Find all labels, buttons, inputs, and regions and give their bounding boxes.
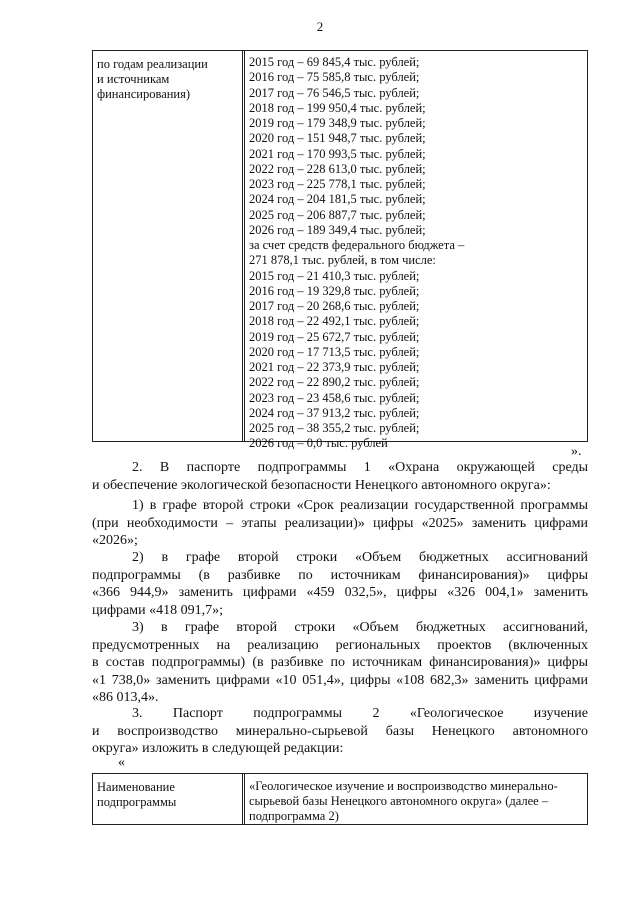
opening-quote: « [118,755,125,770]
value-line: 2016 год – 75 585,8 тыс. рублей; [249,70,420,85]
paragraph-line: 3. Паспорт подпрограммы 2 «Геологическое изучение [132,706,588,721]
paragraph-line: 1) в графе второй строки «Срок реализации государственной программы [132,498,588,513]
value-line: 271 878,1 тыс. рублей, в том числе: [249,253,436,268]
value-line: 2017 год – 76 546,5 тыс. рублей; [249,85,420,100]
paragraph-amendment-2 [92,459,588,494]
value-line: 2015 год – 69 845,4 тыс. рублей; [249,55,420,69]
label-line: финансирования) [97,87,191,101]
value-line: 2026 год – 0,0 тыс. рублей [249,436,388,451]
paragraph-line: 2) в графе второй строки «Объем бюджетных ассигнований [132,550,588,565]
value-line: 2019 год – 25 672,7 тыс. рублей; [249,329,420,344]
label-line: Наименование [97,780,175,794]
paragraph-line: 3) в графе второй строки «Объем бюджетных ассигнований, [132,620,588,635]
value-line: 2023 год – 23 458,6 тыс. рублей; [249,390,420,405]
value-line: 2016 год – 19 329,8 тыс. рублей; [249,283,420,298]
label-line: подпрограммы [97,795,177,809]
paragraph-line: округа» изложить в следующей редакции: [92,741,344,756]
value-line: 2023 год – 225 778,1 тыс. рублей; [249,177,426,191]
paragraph-item-1 [92,497,588,550]
value-line: 2018 год – 22 492,1 тыс. рублей; [249,314,420,329]
value-line: подпрограмма 2) [249,809,339,823]
value-line: за счет средств федерального бюджета – [249,238,465,252]
paragraph-line: «366 944,9» заменить цифрами «459 032,5», цифры «326 004,1» заменить [92,585,588,600]
value-line: 2022 год – 22 890,2 тыс. рублей; [249,375,420,390]
paragraph-line: (при необходимости – этапы реализации)» цифры «2025» заменить цифрами [92,515,588,531]
value-line: 2024 год – 37 913,2 тыс. рублей; [249,405,420,420]
value-line: 2019 год – 179 348,9 тыс. рублей; [249,116,426,130]
paragraph-item-2 [92,549,588,619]
paragraph-amendment-3 [92,705,588,758]
paragraph-line: цифрами «418 091,7»; [92,602,224,618]
funding-table [92,50,588,451]
subprogram-name-table [92,773,588,825]
value-line: 2025 год – 38 355,2 тыс. рублей; [249,421,420,435]
value-line: «Геологическое изучение и воспроизводство минерально- [249,779,558,793]
paragraph-line: «2026»; [92,533,138,548]
value-line: 2022 год – 228 613,0 тыс. рублей; [249,161,426,176]
value-line: 2020 год – 17 713,5 тыс. рублей; [249,344,420,359]
paragraph-line: предусмотренных на реализацию региональных проектов (включенных [92,637,588,653]
paragraph-line: «1 738,0» заменить цифрами «10 051,4», цифры «108 682,3» заменить цифрами [92,672,588,688]
value-line: 2017 год – 20 268,6 тыс. рублей; [249,299,420,313]
value-line: 2025 год – 206 887,7 тыс. рублей; [249,207,426,222]
paragraph-line: и обеспечение экологической безопасности Ненецкого автономного округа»: [92,477,551,493]
value-line: 2018 год – 199 950,4 тыс. рублей; [249,100,426,115]
funding-table-label [97,57,237,102]
value-line: 2021 год – 22 373,9 тыс. рублей; [249,360,420,374]
label-line: по годам реализации [97,57,208,71]
paragraph-line: в состав подпрограммы) (в разбивке по источникам финансирования)» цифры [92,655,588,670]
value-line: 2020 год – 151 948,7 тыс. рублей; [249,131,426,146]
page-number: 2 [316,19,324,34]
value-line: 2015 год – 21 410,3 тыс. рублей; [249,268,420,283]
value-line: 2024 год – 204 181,5 тыс. рублей; [249,192,426,207]
paragraph-line: и воспроизводство минерально-сырьевой базы Ненецкого автономного [92,723,588,739]
funding-table-values [249,55,584,452]
paragraph-item-3 [92,619,588,707]
subprogram-name-value [249,779,583,824]
label-line: и источникам [97,72,170,86]
closing-quote: ». [571,444,582,459]
value-line: 2021 год – 170 993,5 тыс. рублей; [249,146,426,161]
paragraph-line: подпрограммы (в разбивке по источникам финансирования)» цифры [92,567,588,583]
subprogram-name-label [97,780,176,810]
paragraph-line: 2. В паспорте подпрограммы 1 «Охрана окружающей среды [132,460,588,475]
paragraph-line: «86 013,4». [92,690,159,705]
value-line: 2026 год – 189 349,4 тыс. рублей; [249,222,426,237]
value-line: сырьевой базы Ненецкого автономного округа» (далее – [249,794,549,808]
